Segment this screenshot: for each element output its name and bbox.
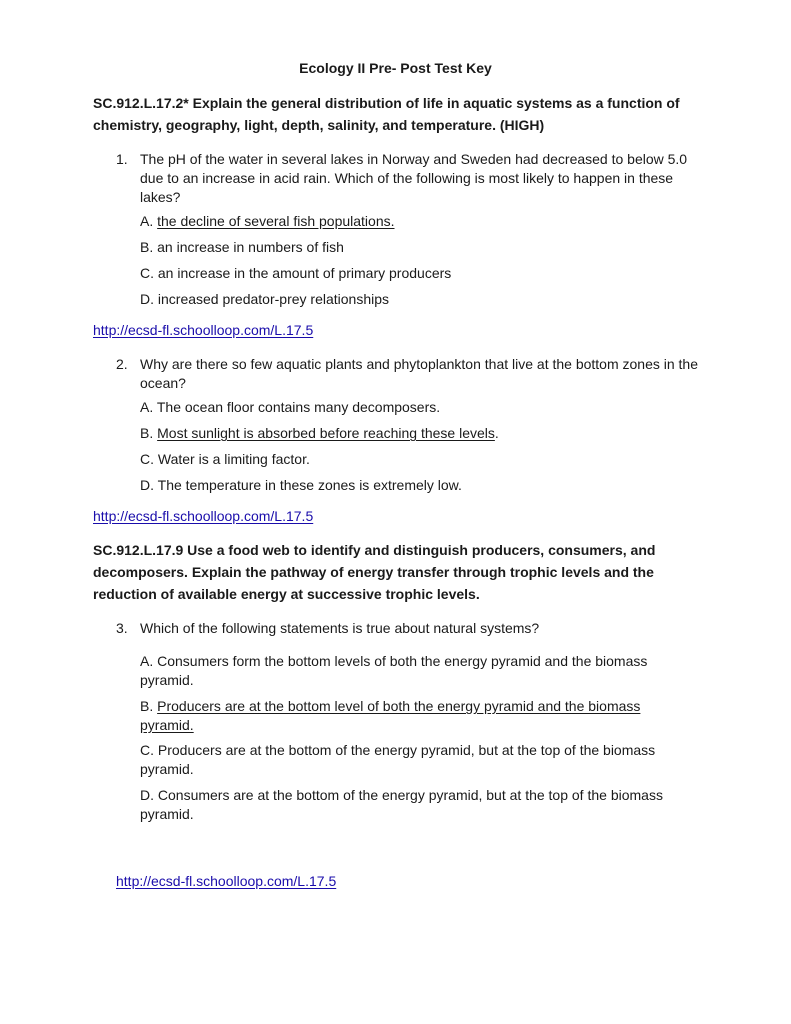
question-3 <box>116 619 706 638</box>
question-stem: Which of the following statements is true about natural systems? <box>140 620 540 636</box>
page-title: Ecology II Pre- Post Test Key <box>299 60 492 76</box>
standard-heading-1: SC.912.L.17.2* Explain the general distribution of life in aquatic systems as a function of chemistry, geography, light, depth, salinity, and temperature. (HIGH) <box>93 95 680 133</box>
answer-option: B. Most sunlight is absorbed before reaching these levels. <box>140 425 499 441</box>
answer-option: A. the decline of several fish populations. <box>140 213 395 229</box>
answer-option: D. Consumers are at the bottom of the energy pyramid, but at the top of the biomass pyramid. <box>140 787 663 822</box>
reference-link-2[interactable]: http://ecsd-fl.schoolloop.com/L.17.5 <box>93 508 314 524</box>
answer-option: C. an increase in the amount of primary producers <box>140 265 452 281</box>
correct-answer: Producers are at the bottom level of both the energy pyramid and the biomass pyramid. <box>140 698 641 733</box>
answer-option: C. Water is a limiting factor. <box>140 451 310 467</box>
question-stem: The pH of the water in several lakes in Norway and Sweden had decreased to below 5.0 due to an increase in acid rain. Which of the following is most likely to happen in these lakes? <box>140 151 688 205</box>
answer-option: A. Consumers form the bottom levels of both the energy pyramid and the biomass pyramid. <box>140 653 648 688</box>
question-number: 3. <box>116 620 128 636</box>
question-number: 1. <box>116 151 128 167</box>
correct-answer: the decline of several fish populations. <box>157 213 395 229</box>
question-2 <box>116 355 706 393</box>
answer-option: B. Producers are at the bottom level of both the energy pyramid and the biomass pyramid. <box>140 698 641 733</box>
question-number: 2. <box>116 356 128 372</box>
question-1 <box>116 150 706 207</box>
question-stem: Why are there so few aquatic plants and phytoplankton that live at the bottom zones in the ocean? <box>140 356 699 391</box>
answer-option: D. increased predator-prey relationships <box>140 291 390 307</box>
reference-link-1[interactable]: http://ecsd-fl.schoolloop.com/L.17.5 <box>93 322 314 338</box>
answer-option: D. The temperature in these zones is extremely low. <box>140 477 462 493</box>
answer-option: C. Producers are at the bottom of the energy pyramid, but at the top of the biomass pyramid. <box>140 742 656 777</box>
reference-link-3[interactable]: http://ecsd-fl.schoolloop.com/L.17.5 <box>116 873 337 889</box>
standard-heading-2: SC.912.L.17.9 Use a food web to identify and distinguish producers, consumers, and decomposers. Explain the pathway of energy transfer through trophic levels and the reduction of available energy at successive trophic levels. <box>93 542 656 602</box>
answer-option: A. The ocean floor contains many decomposers. <box>140 399 441 415</box>
answer-option: B. an increase in numbers of fish <box>140 239 344 255</box>
correct-answer: Most sunlight is absorbed before reaching these levels <box>157 425 495 441</box>
